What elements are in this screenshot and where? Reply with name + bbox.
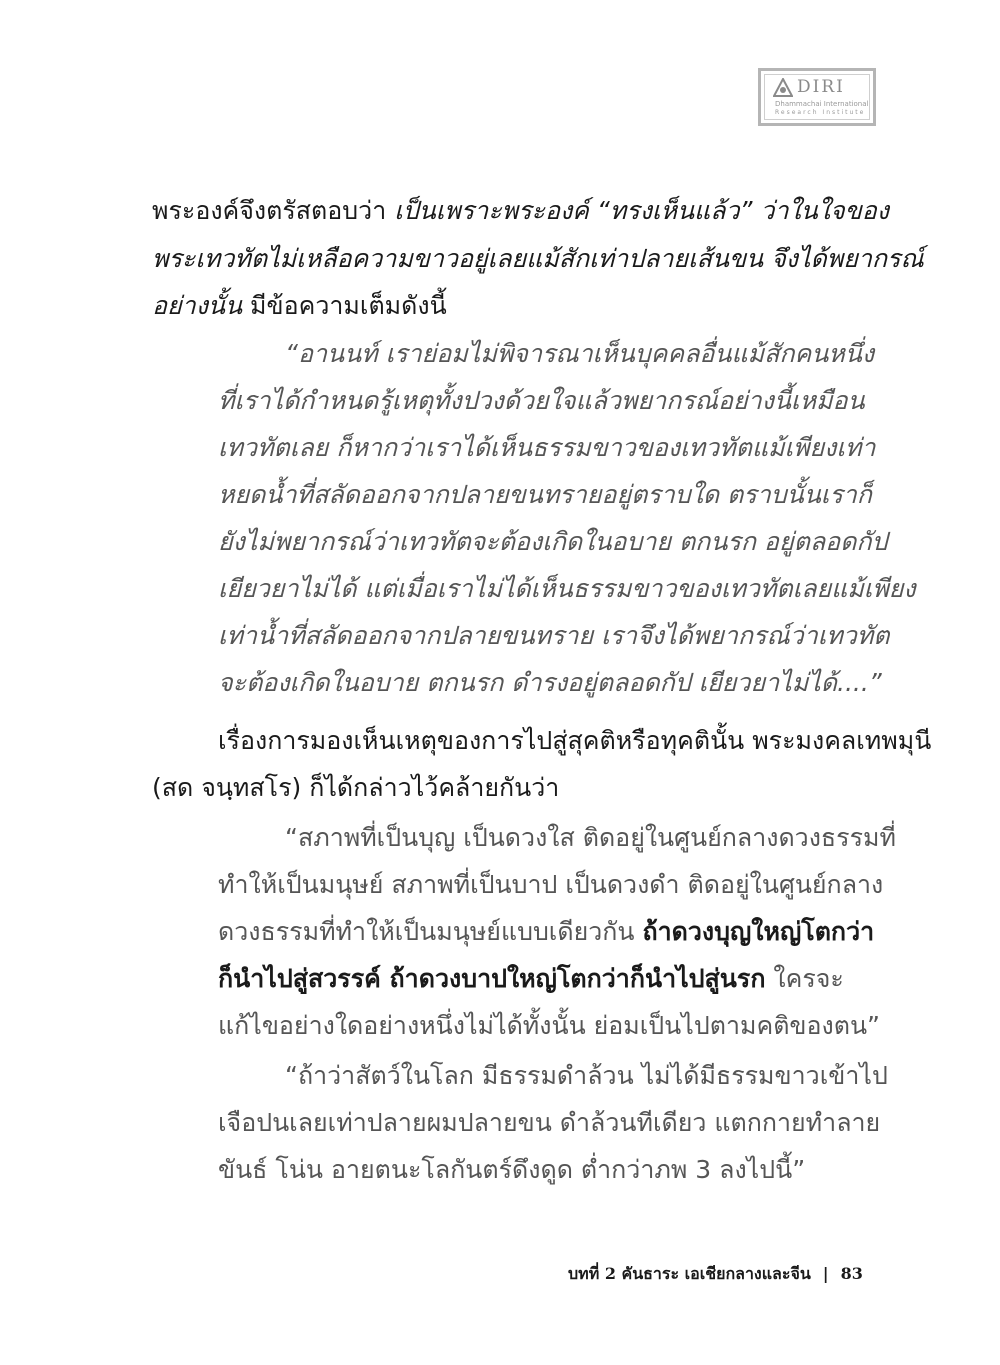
paragraph-1-line-3	[152, 282, 447, 330]
diri-logo	[758, 68, 876, 126]
bold-run: ก็นำไปสู่สวรรค์ ถ้าดวงบาปใหญ่โตกว่าก็นำไปสู่นรก	[218, 964, 766, 993]
quote-1-line-1: “อานนท์ เราย่อมไม่พิจารณาเห็นบุคคลอื่นแม้สักคนหนึ่ง	[285, 339, 875, 368]
text-run: ดวงธรรมที่ทำให้เป็นมนุษย์แบบเดียวกัน	[218, 917, 643, 946]
quote-1-line-3: เทวทัตเลย ก็หากว่าเราได้เห็นธรรมขาวของเทวทัตแม้เพียงเท่า	[218, 433, 876, 462]
page-footer	[568, 1262, 863, 1287]
paragraph-2-line-1: เรื่องการมองเห็นเหตุของการไปสู่สุคติหรือทุคตินั้น พระมงคลเทพมุนี	[218, 726, 932, 755]
quote-1-line-6: เยียวยาไม่ได้ แต่เมื่อเราไม่ได้เห็นธรรมขาวของเทวทัตเลยแม้เพียง	[218, 574, 916, 603]
quote-2-line-4	[218, 955, 844, 1003]
quote-1-line-2: ที่เราได้กำหนดรู้เหตุทั้งปวงด้วยใจแล้วพยากรณ์อย่างนี้เหมือน	[218, 386, 865, 415]
quote-2-line-5: แก้ไขอย่างใดอย่างหนึ่งไม่ได้ทั้งนั้น ย่อมเป็นไปตามคติของตน”	[218, 1011, 881, 1040]
page-number: 83	[840, 1264, 863, 1283]
quote-2-line-1: “สภาพที่เป็นบุญ เป็นดวงใส ติดอยู่ในศูนย์กลางดวงธรรมที่	[285, 823, 896, 852]
text-run: พระองค์จึงตรัสตอบว่า	[152, 196, 395, 225]
quote-1-line-8: จะต้องเกิดในอบาย ตกนรก ดำรงอยู่ตลอดกัป เยียวยาไม่ได้....”	[218, 668, 882, 697]
quote-2-line-3	[218, 908, 874, 956]
quote-1-line-7: เท่าน้ำที่สลัดออกจากปลายขนทราย เราจึงได้พยากรณ์ว่าเทวทัต	[218, 621, 890, 650]
italic-run: เป็นเพราะพระองค์ “ทรงเห็นแล้ว” ว่าในใจของ	[394, 196, 889, 225]
paragraph-1-line-2: พระเทวทัตไม่เหลือความขาวอยู่เลยแม้สักเท่าปลายเส้นขน จึงได้พยากรณ์	[152, 244, 924, 273]
quote-1-line-5: ยังไม่พยากรณ์ว่าเทวทัตจะต้องเกิดในอบาย ตกนรก อยู่ตลอดกัป	[218, 527, 888, 556]
quote-3-line-3: ขันธ์ โน่น อายตนะโลกันตร์ดึงดูด ต่ำกว่าภพ 3 ลงไปนี้”	[218, 1155, 806, 1184]
logo-subtitle-2: Research Institute	[775, 109, 866, 116]
logo-subtitle-1: Dhammachai International	[775, 100, 869, 108]
paragraph-2-line-2: (สด จนฺทสโร) ก็ได้กล่าวไว้คล้ายกันว่า	[152, 773, 560, 802]
quote-3-line-1: “ถ้าว่าสัตว์ในโลก มีธรรมดำล้วน ไม่ได้มีธรรมขาวเข้าไป	[285, 1061, 888, 1090]
chapter-title: บทที่ 2 คันธาระ เอเชียกลางและจีน	[568, 1264, 811, 1283]
italic-run: อย่างนั้น	[152, 291, 243, 320]
quote-1-line-4: หยดน้ำที่สลัดออกจากปลายขนทรายอยู่ตราบใด ตราบนั้นเราก็	[218, 480, 872, 509]
bold-run: ถ้าดวงบุญใหญ่โตกว่า	[642, 917, 875, 946]
footer-separator: |	[822, 1264, 829, 1283]
quote-3-line-2: เจือปนเลยเท่าปลายผมปลายขน ดำล้วนทีเดียว แตกกายทำลาย	[218, 1108, 881, 1137]
quote-2-line-2: ทำให้เป็นมนุษย์ สภาพที่เป็นบาป เป็นดวงดำ ติดอยู่ในศูนย์กลาง	[218, 870, 884, 899]
text-run: มีข้อความเต็มดังนี้	[242, 291, 447, 320]
paragraph-1-line-1	[152, 187, 889, 235]
diri-emblem-icon	[773, 78, 793, 98]
text-run: ใครจะ	[765, 964, 844, 993]
logo-name: DIRI	[797, 77, 845, 97]
